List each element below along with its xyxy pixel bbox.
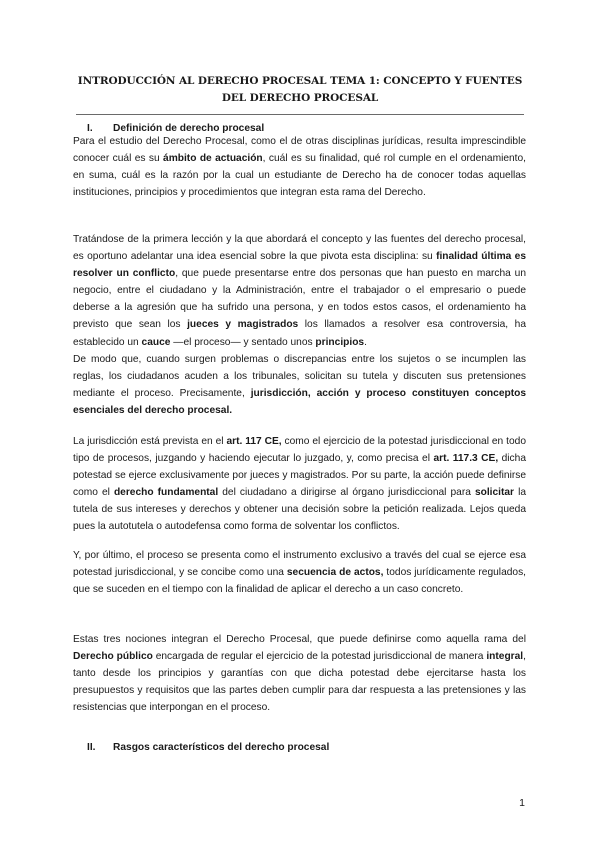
section-number: I. xyxy=(87,123,93,134)
paragraph-finalidad: Tratándose de la primera lección y la que abordará el concepto y las fuentes del derecho procesal, es oportuno adelantar una idea esencial sobre la que pivota esta disciplina: su finalidad última es resolver un conflicto, que puede presentarse entre dos personas que han puesto en marcha un negocio, entre el ciudadano y la Administración, entre el trabajador o el empresario o puede deberse a la agresión que ha sufrido una persona, y en todos estos casos, el ordenamiento ha previsto que sean los jueces y magistrados los llamados a resolver esa controversia, ha establecido un cauce —el proceso— y sentado unos principios. xyxy=(73,234,526,348)
section-title: Definición de derecho procesal xyxy=(113,123,265,134)
paragraph-conceptos: De modo que, cuando surgen problemas o discrepancias entre los sujetos o se incumplen las reglas, los ciudadanos acuden a los tribunales, solicitan su tutela y discuten sus pretensiones mediante el proceso. Precisamente, jurisdicción, acción y proceso constituyen conceptos esenciales del derecho procesal. xyxy=(73,354,526,417)
title-divider xyxy=(76,114,524,115)
paragraph-jurisdiccion: La jurisdicción está prevista en el art. 117 CE, como el ejercicio de la potestad jurisdiccional en todo tipo de procesos, juzgando y haciendo ejecutar lo juzgado, y, como precisa el art. 117.3 CE, dicha potestad se ejerce exclusivamente por jueces y magistrados. Por su parte, la acción puede definirse como el derecho fundamental del ciudadano a dirigirse al órgano jurisdiccional para solicitar la tutela de sus intereses y derechos y obtener una decisión sobre la petición realizada. Lejos queda pues la autotutela o autodefensa como forma de solventar los conflictos. xyxy=(73,436,526,533)
paragraph-definicion-derecho-procesal: Estas tres nociones integran el Derecho Procesal, que puede definirse como aquella rama del Derecho público encargada de regular el ejercicio de la potestad jurisdiccional de manera integral, tanto desde los principios y garantías con que dicha potestad debe ejercitarse hasta los presupuestos y requisitos que las partes deben cumplir para dar respuesta a las pretensiones y las resistencias que interpongan en el proceso. xyxy=(73,634,526,714)
section-title: Rasgos característicos del derecho procesal xyxy=(113,742,330,753)
paragraph-proceso: Y, por último, el proceso se presenta como el instrumento exclusivo a través del cual se ejerce esa potestad jurisdiccional, y se concibe como una secuencia de actos, todos jurídicamente regulados, que se suceden en el tiempo con la finalidad de aplicar el derecho a un caso concreto. xyxy=(73,550,526,596)
section-number: II. xyxy=(87,742,96,753)
section-heading-rasgos xyxy=(87,741,329,754)
page-number: 1 xyxy=(519,797,525,809)
document-title: INTRODUCCIÓN AL DERECHO PROCESAL TEMA 1: CONCEPTO Y FUENTES DEL DERECHO PROCESAL xyxy=(77,75,523,104)
paragraph-ambito: Para el estudio del Derecho Procesal, como el de otras disciplinas jurídicas, resulta imprescindible conocer cuál es su ámbito de actuación, cuál es su finalidad, qué rol cumple en el ordenamiento, en suma, cuál es la razón por la cual un estudiante de Derecho ha de conocer todas aquellas instituciones, principios y procedimientos que integran esta rama del Derecho. xyxy=(73,136,526,199)
